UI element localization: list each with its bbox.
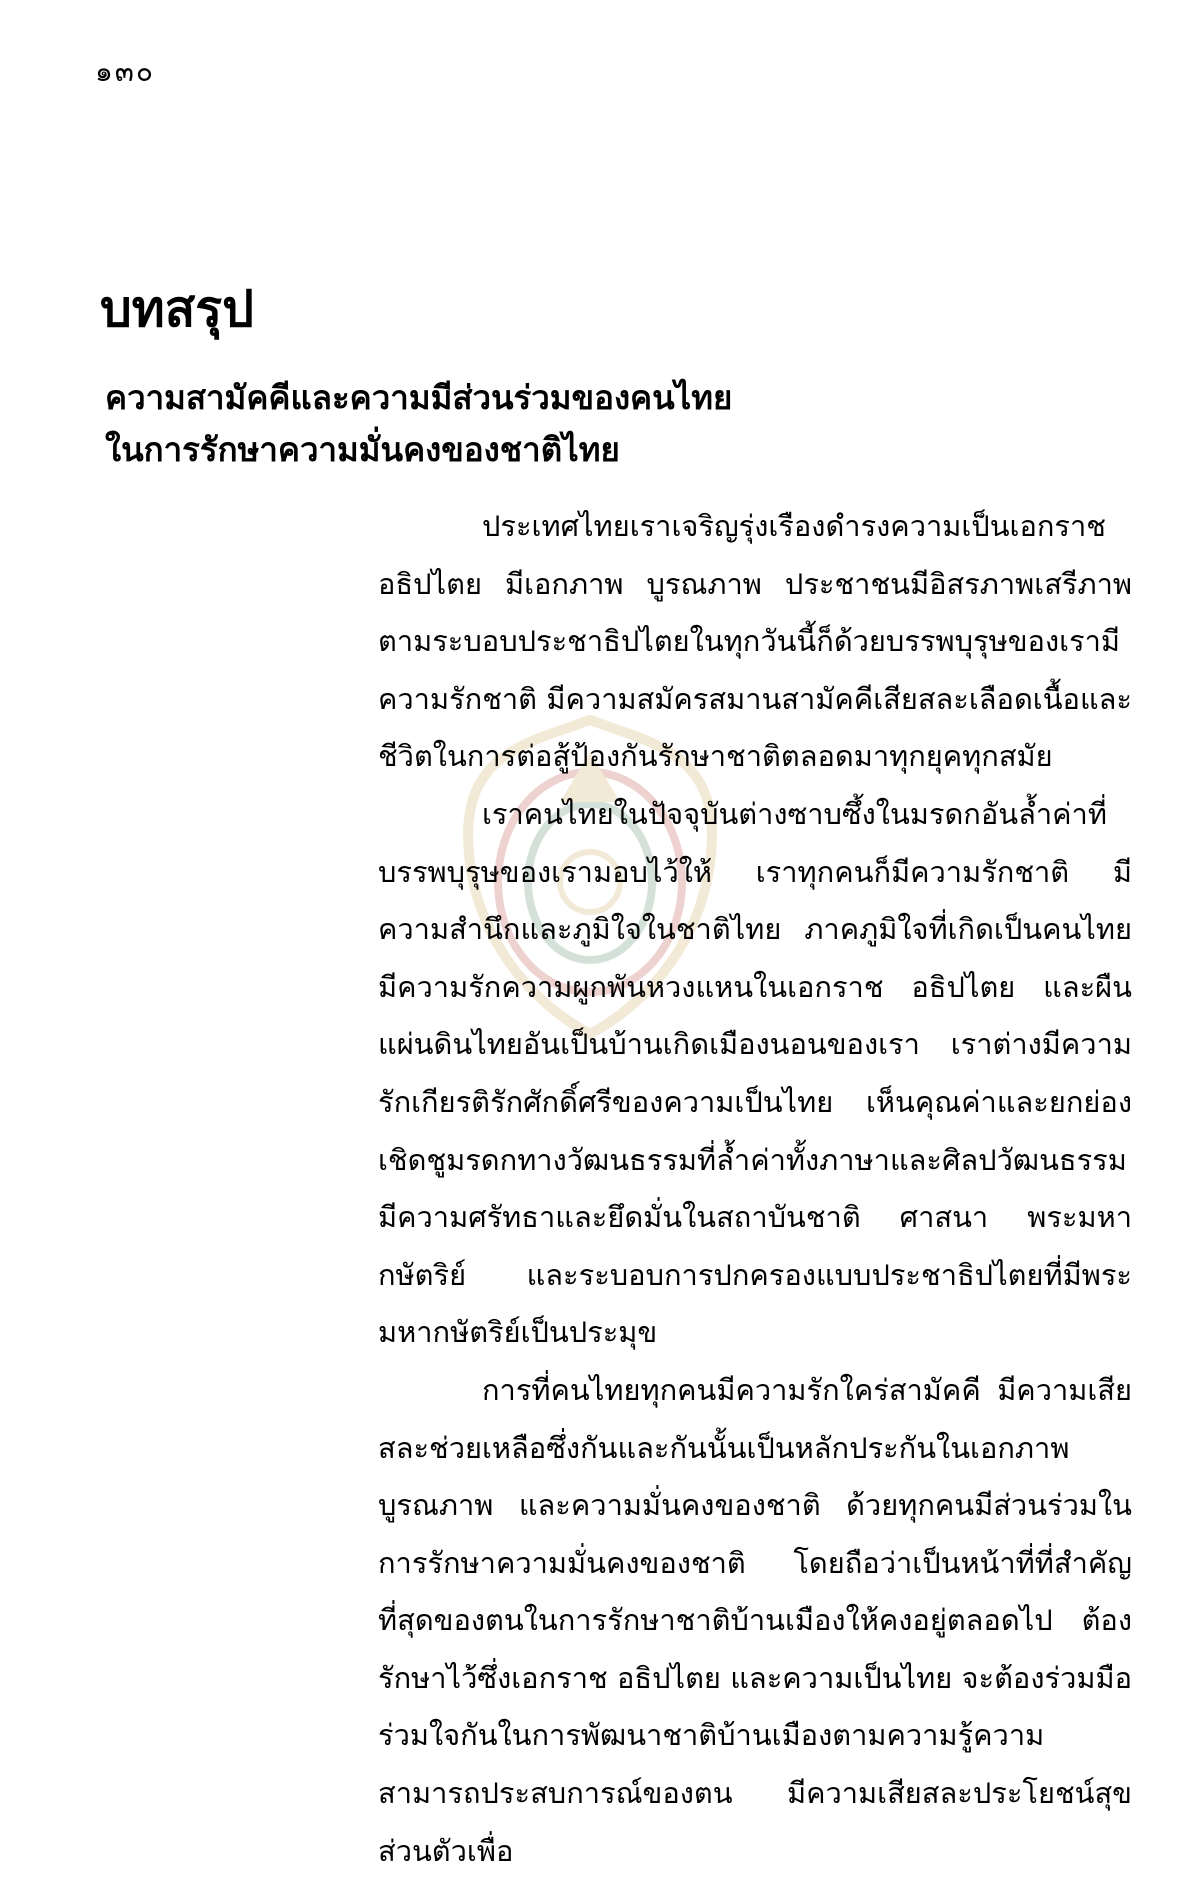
page-title: บทสรุป — [100, 279, 254, 338]
page-number: ๑๓๐ — [95, 55, 156, 88]
paragraph-2: เราคนไทยในปัจจุบันต่างซาบซึ้งในมรดกอันล้ำค่าที่บรรพบุรุษของเรามอบไว้ให้ เราทุกคนก็มีความรักชาติ มีความสำนึกและภูมิใจในชาติไทย ภาคภูมิใจที่เกิดเป็นคนไทย มีความรักความผูกพันหวงแหนในเอกราช อธิปไตย และผืนแผ่นดินไทยอันเป็นบ้านเกิดเมืองนอนของเรา เราต่างมีความรักเกียรติรักศักดิ์ศรีของความเป็นไทย เห็นคุณค่าและยกย่องเชิดชูมรดกทางวัฒนธรรมที่ล้ำค่าทั้งภาษาและศิลปวัฒนธรรม มีความศรัทธาและยึดมั่นในสถาบันชาติ ศาสนา พระมหากษัตริย์ และระบอบการปกครองแบบประชาธิปไตยที่มีพระมหากษัตริย์เป็นประมุข — [378, 796, 1132, 1350]
paragraph-1: ประเทศไทยเราเจริญรุ่งเรืองดำรงความเป็นเอกราช อธิปไตย มีเอกภาพ บูรณภาพ ประชาชนมีอิสรภาพเสรีภาพตามระบอบประชาธิปไตยในทุกวันนี้ก็ด้วยบรรพบุรุษของเรามีความรักชาติ มีความสมัครสมานสามัคคีเสียสละเลือดเนื้อและชีวิตในการต่อสู้ป้องกันรักษาชาติตลอดมาทุกยุคทุกสมัย — [378, 509, 1132, 774]
subtitle-line-2: ในการรักษาความมั่นคงของชาติไทย — [105, 430, 620, 469]
body-text — [378, 498, 1132, 1880]
page-subtitle — [105, 372, 732, 476]
paragraph-3: การที่คนไทยทุกคนมีความรักใคร่สามัคคี มีความเสียสละช่วยเหลือซึ่งกันและกันนั้นเป็นหลักประกันในเอกภาพ บูรณภาพ และความมั่นคงของชาติ ด้วยทุกคนมีส่วนร่วมในการรักษาความมั่นคงของชาติ โดยถือว่าเป็นหน้าที่ที่สำคัญที่สุดของตนในการรักษาชาติบ้านเมืองให้คงอยู่ตลอดไป ต้องรักษาไว้ซึ่งเอกราช อธิปไตย และความเป็นไทย จะต้องร่วมมือร่วมใจกันในการพัฒนาชาติบ้านเมืองตามความรู้ความสามารถประสบการณ์ของตน มีความเสียสละประโยชน์สุขส่วนตัวเพื่อ — [378, 1372, 1132, 1868]
subtitle-line-1: ความสามัคคีและความมีส่วนร่วมของคนไทย — [105, 378, 733, 417]
